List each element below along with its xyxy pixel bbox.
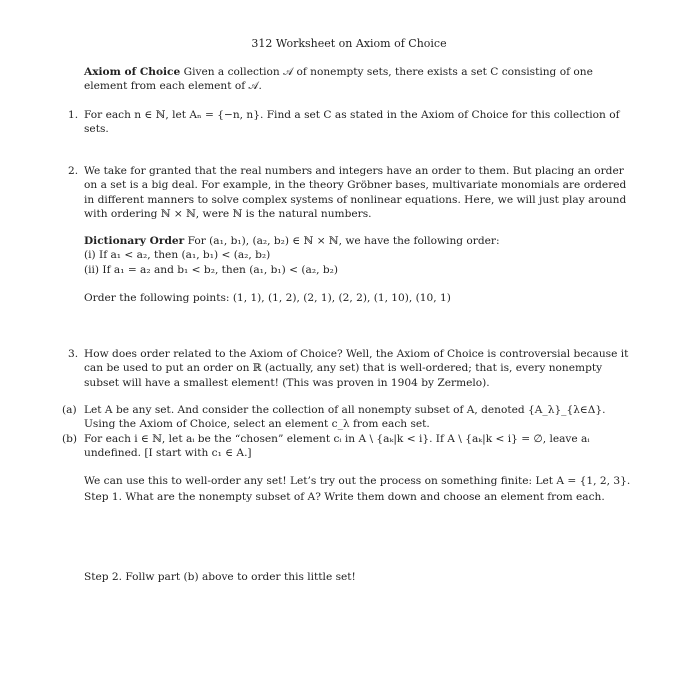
question-3-part-a bbox=[62, 403, 636, 432]
question-3-number: 3. bbox=[68, 348, 79, 360]
axiom-statement bbox=[84, 65, 636, 94]
page-title: 312 Worksheet on Axiom of Choice bbox=[251, 37, 447, 50]
question-3 bbox=[68, 347, 636, 390]
part-b-text: For each i ∈ ℕ, let aᵢ be the “chosen” element cᵢ in A \ {aₖ|k < i}. If A \ {aₖ|k < i} = ∅, leave aᵢ undefined. [I start with c₁ ∈ A.] bbox=[84, 433, 590, 460]
step-2: Step 2. Follw part (b) above to order this little set! bbox=[84, 571, 356, 583]
question-2-text: We take for granted that the real numbers and integers have an order to them. But placing an order on a set is a big deal. For example, in the theory Gröbner bases, multivariate monomials are ordered in different manners to solve complex systems of nonlinear equations. Here, we will just play around with ordering ℕ × ℕ, were ℕ is the natural numbers. bbox=[84, 165, 627, 221]
question-1-number: 1. bbox=[68, 109, 79, 121]
dictionary-order bbox=[84, 234, 636, 277]
axiom-label: Axiom of Choice bbox=[84, 66, 181, 78]
part-a-text: Let A be any set. And consider the collection of all nonempty subset of A, denoted {A_λ}_{λ∈Δ}. Using the Axiom of Choice, select an element c_λ from each set. bbox=[84, 404, 606, 431]
question-3-part-b bbox=[62, 432, 636, 461]
part-a-label: (a) bbox=[62, 404, 77, 416]
dictionary-order-label: Dictionary Order bbox=[84, 235, 185, 247]
question-2-task: Order the following points: (1, 1), (1, 2), (2, 1), (2, 2), (1, 10), (10, 1) bbox=[84, 292, 451, 304]
dictionary-rule-1: (i) If a₁ < a₂, then (a₁, b₁) < (a₂, b₂) bbox=[84, 249, 271, 262]
question-3-text: How does order related to the Axiom of Choice? Well, the Axiom of Choice is controversial because it can be used to put an order on ℝ (actually, any set) that is well-ordered; that is, every nonempty subset will have a smallest element! (This was proven in 1904 by Zermelo). bbox=[84, 348, 629, 389]
question-2 bbox=[68, 164, 636, 222]
question-1 bbox=[68, 108, 636, 137]
dictionary-rule-2: (ii) If a₁ = a₂ and b₁ < b₂, then (a₁, b₁) < (a₂, b₂) bbox=[84, 263, 339, 276]
well-order-paragraph: We can use this to well-order any set! Let’s try out the process on something finite: Let A = {1, 2, 3}. bbox=[84, 475, 631, 487]
question-1-text: For each n ∈ ℕ, let Aₙ = {−n, n}. Find a set C as stated in the Axiom of Choice for this collection of sets. bbox=[84, 109, 620, 136]
question-2-number: 2. bbox=[68, 165, 79, 177]
part-b-label: (b) bbox=[62, 433, 78, 445]
axiom-text: Given a collection 𝒜 of nonempty sets, there exists a set C consisting of one element from each element of 𝒜. bbox=[84, 66, 593, 93]
step-1: Step 1. What are the nonempty subset of A? Write them down and choose an element from each. bbox=[84, 491, 605, 503]
dictionary-order-intro: For (a₁, b₁), (a₂, b₂) ∈ ℕ × ℕ, we have the following order: bbox=[187, 235, 500, 247]
